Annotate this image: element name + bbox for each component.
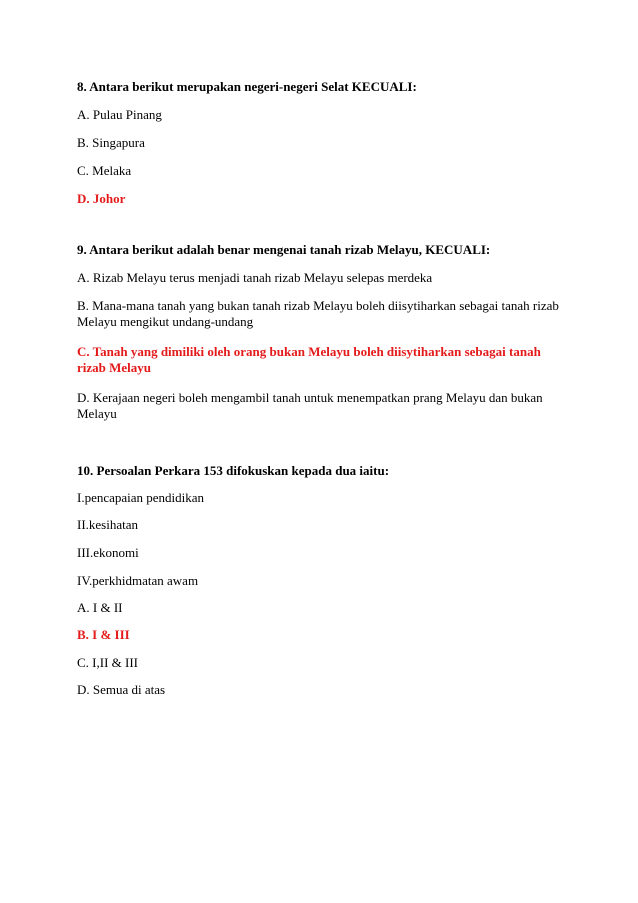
q10-option-a: A. I & II [77,600,123,615]
q10-option-c: C. I,II & III [77,655,139,670]
q9-option-b: B. Mana-mana tanah yang bukan tanah rizab Melayu boleh diisytiharkan sebagai tanah rizab Melayu mengikut undang-undang [77,298,559,329]
question-10: 10. Persoalan Perkara 153 difokuskan kepada dua iaitu: [77,463,390,478]
q8-option-b: B. Singapura [77,135,145,150]
q10-item-3: III.ekonomi [77,545,139,560]
q10-item-4: IV.perkhidmatan awam [77,573,199,588]
q9-option-d: D. Kerajaan negeri boleh mengambil tanah untuk menempatkan prang Melayu dan bukan Melayu [77,390,543,421]
q9-option-c-answer: C. Tanah yang dimiliki oleh orang bukan Melayu boleh diisytiharkan sebagai tanah rizab Melayu [77,344,541,375]
question-9: 9. Antara berikut adalah benar mengenai tanah rizab Melayu, KECUALI: [77,242,491,257]
q10-item-1: I.pencapaian pendidikan [77,490,205,505]
question-8: 8. Antara berikut merupakan negeri-negeri Selat KECUALI: [77,79,417,94]
q10-option-d: D. Semua di atas [77,682,166,697]
q9-option-a: A. Rizab Melayu terus menjadi tanah rizab Melayu selepas merdeka [77,270,433,285]
q10-item-2: II.kesihatan [77,517,139,532]
q8-option-d-answer: D. Johor [77,191,126,206]
q10-option-b-answer: B. I & III [77,627,130,642]
q8-option-a: A. Pulau Pinang [77,107,162,122]
q8-option-c: C. Melaka [77,163,132,178]
